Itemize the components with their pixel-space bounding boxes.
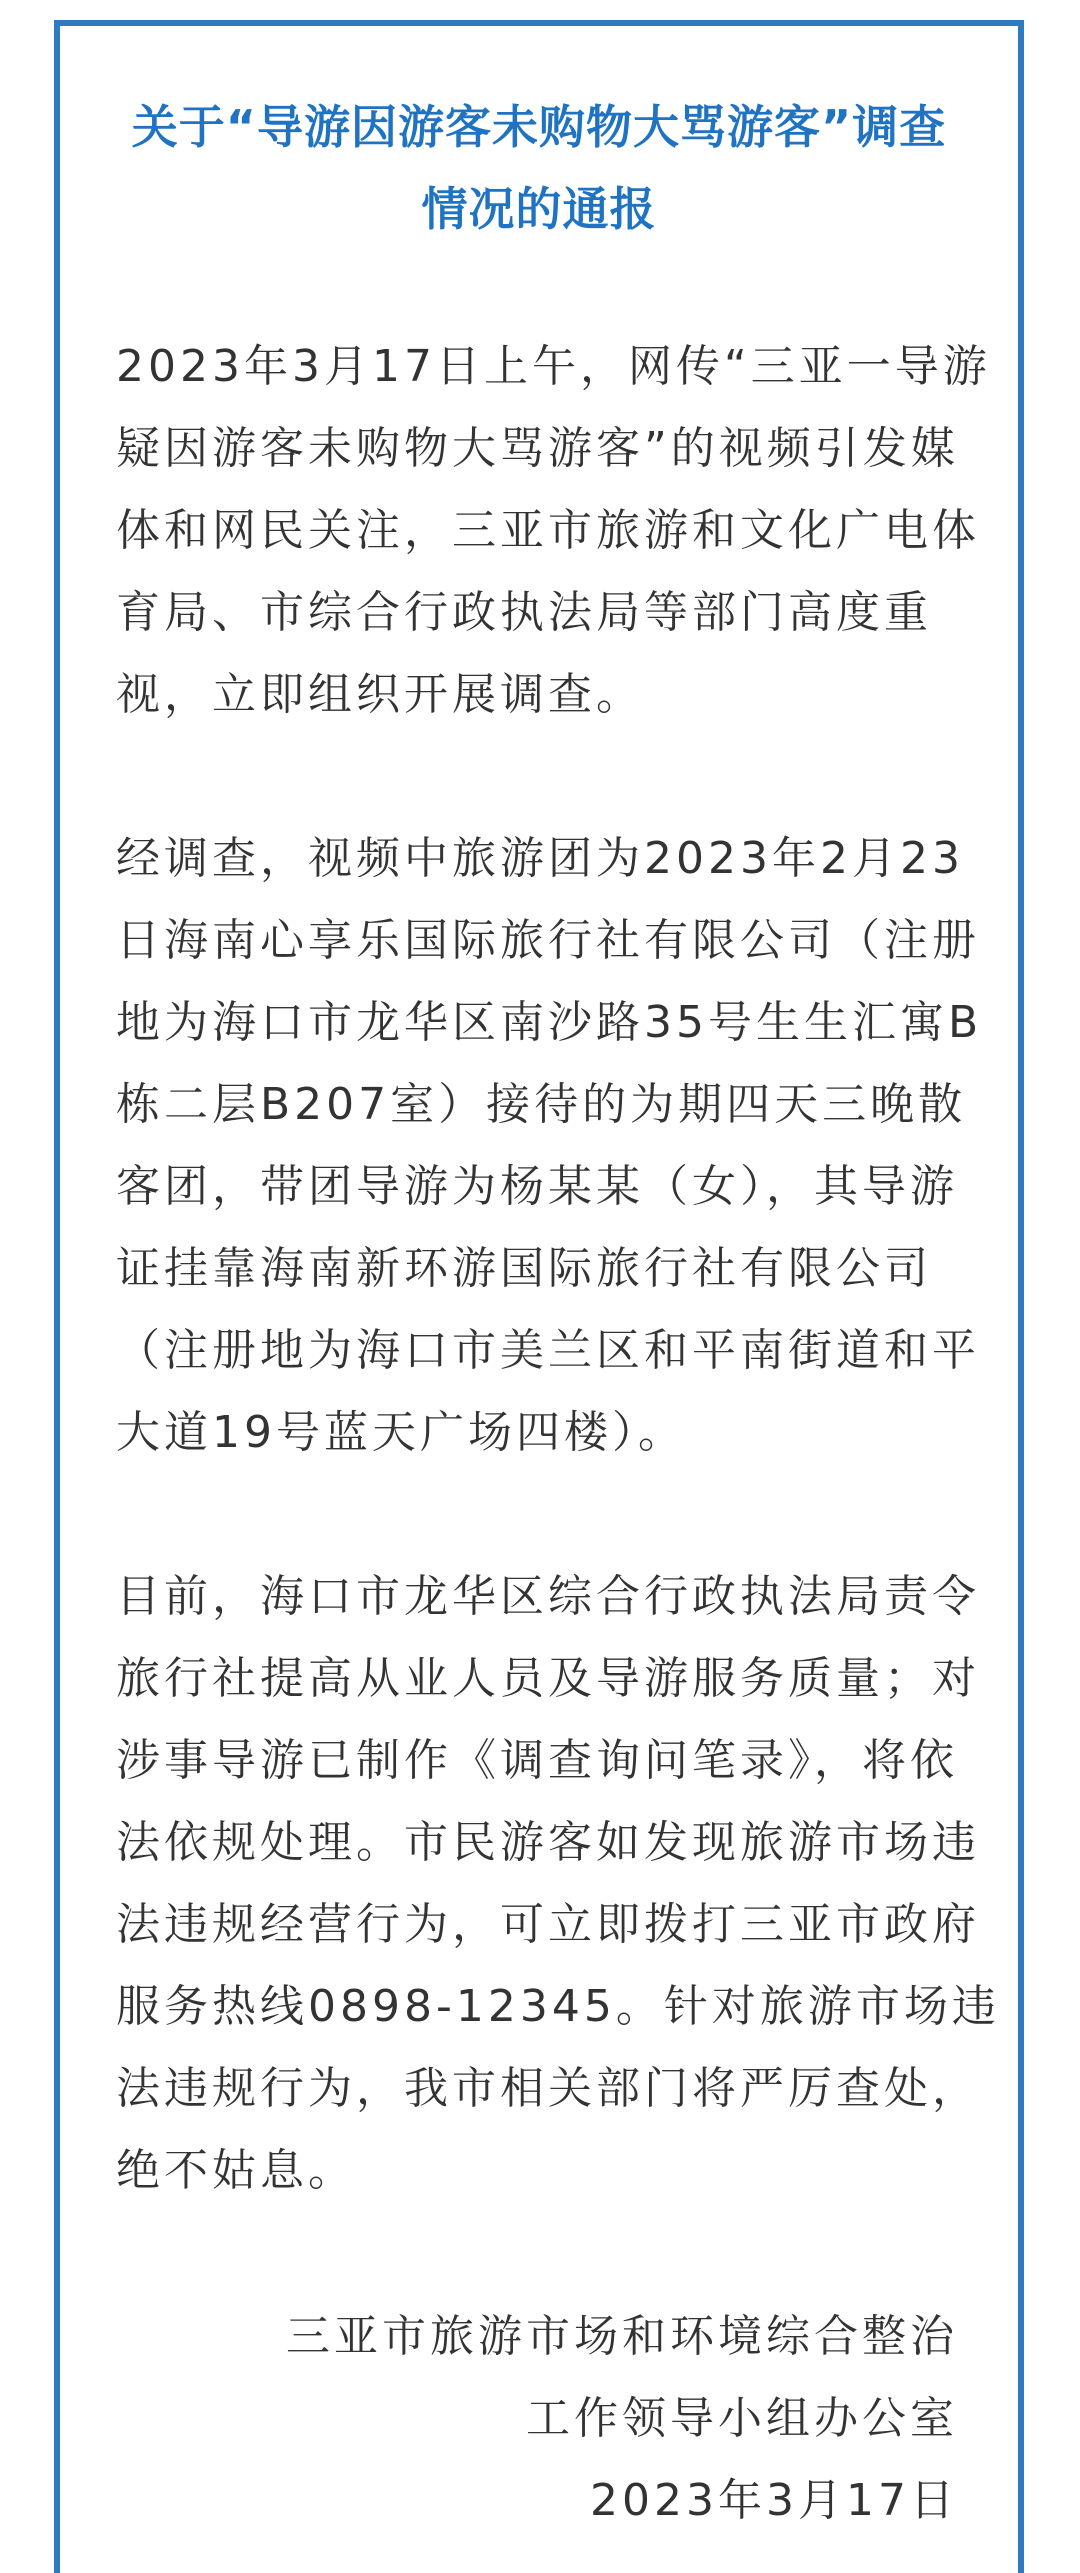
text-line: 服务热线0898-12345。针对旅游市场违 (116, 1981, 1000, 2032)
text-line: 旅行社提高从业人员及导游服务质量；对 (116, 1653, 980, 1704)
text-line: 栋二层B207室）接待的为期四天三晚散 (116, 1079, 967, 1130)
text-line: 体和网民关注，三亚市旅游和文化广电体 (116, 505, 980, 556)
text-line: 涉事导游已制作《调查询问笔录》，将依 (116, 1735, 958, 1786)
signature-block (286, 2296, 958, 2542)
document-title (60, 86, 1018, 250)
text-line: 证挂靠海南新环游国际旅行社有限公司 (116, 1243, 932, 1294)
text-line: 客团，带团导游为杨某某（女），其导游 (116, 1161, 958, 1212)
text-line: 经调查，视频中旅游团为2023年2月23 (116, 833, 964, 884)
signature-date: 2023年3月17日 (590, 2475, 958, 2526)
text-line: 法违规行为，我市相关部门将严厉查处， (116, 2063, 980, 2114)
signature-org-line: 工作领导小组办公室 (526, 2393, 958, 2444)
text-line: 法违规经营行为，可立即拨打三亚市政府 (116, 1899, 980, 1950)
text-line: 视，立即组织开展调查。 (116, 669, 644, 720)
document-body (116, 326, 1000, 2294)
text-line: 疑因游客未购物大骂游客”的视频引发媒 (116, 423, 959, 474)
text-line: 地为海口市龙华区南沙路35号生生汇寓B (116, 997, 983, 1048)
paragraph-3 (116, 1556, 1000, 2212)
signature-org-line: 三亚市旅游市场和环境综合整治 (286, 2311, 958, 2362)
document-frame (54, 20, 1024, 2573)
paragraph-1 (116, 326, 991, 736)
title-line: 情况的通报 (421, 182, 657, 236)
text-line: 大道19号蓝天广场四楼）。 (116, 1407, 686, 1458)
text-line: 目前，海口市龙华区综合行政执法局责令 (116, 1571, 980, 1622)
text-line: 法依规处理。市民游客如发现旅游市场违 (116, 1817, 980, 1868)
text-line: 绝不姑息。 (116, 2145, 356, 2196)
text-line: 育局、市综合行政执法局等部门高度重 (116, 587, 932, 638)
text-line: 2023年3月17日上午，网传“三亚一导游 (116, 341, 991, 392)
text-line: （注册地为海口市美兰区和平南街道和平 (116, 1325, 980, 1376)
paragraph-2 (116, 818, 983, 1474)
text-line: 日海南心享乐国际旅行社有限公司（注册 (116, 915, 980, 966)
title-line: 关于“导游因游客未购物大骂游客”调查 (131, 100, 947, 154)
